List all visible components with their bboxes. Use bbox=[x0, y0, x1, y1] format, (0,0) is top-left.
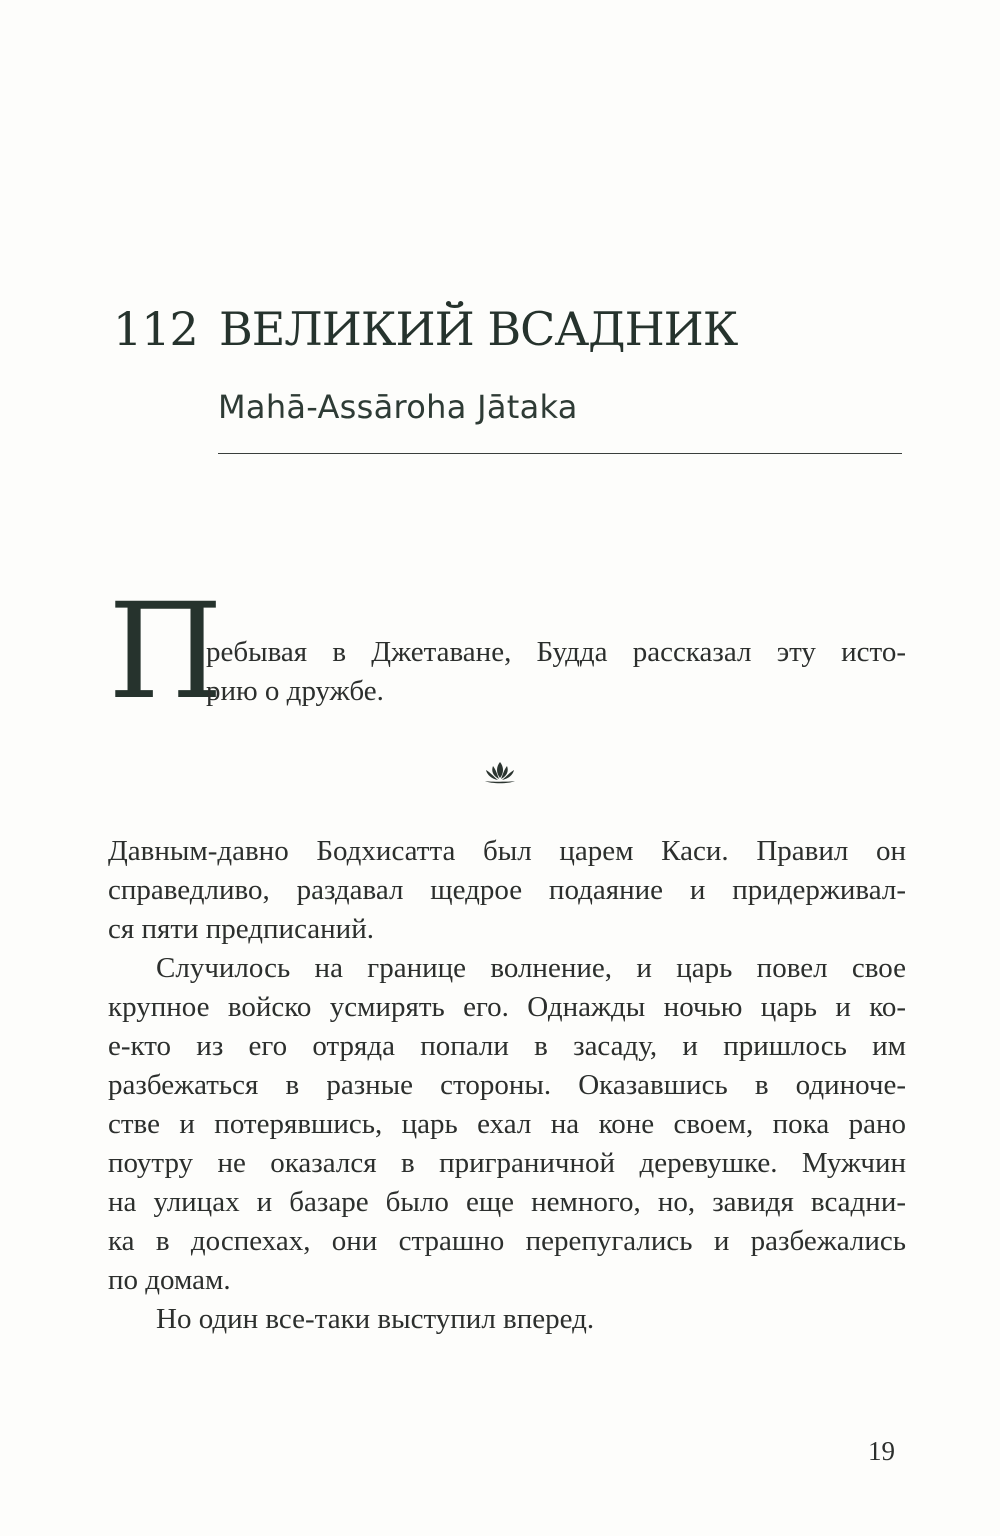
text-line: поутру не оказался в приграничной деревушке. Мужчин bbox=[108, 1147, 906, 1179]
paragraph-2 bbox=[108, 949, 906, 1300]
intro-line: ребывая в Джетаване, Будда рассказал эту исто- bbox=[206, 636, 906, 668]
text-line: крупное войско усмирять его. Однажды ночью царь и ко- bbox=[108, 991, 906, 1023]
text-line: разбежаться в разные стороны. Оказавшись в одиноче- bbox=[108, 1069, 906, 1101]
paragraph-3 bbox=[108, 1300, 906, 1339]
text-line: Давным-давно Бодхисатта был царем Каси. Правил он bbox=[108, 835, 906, 867]
text-line: ся пяти предписаний. bbox=[108, 913, 374, 945]
text-line: на улицах и базаре было еще немного, но, завидя всадни- bbox=[108, 1186, 906, 1218]
chapter-title: ВЕЛИКИЙ ВСАДНИК bbox=[219, 302, 738, 356]
chapter-number: 112 bbox=[113, 302, 198, 356]
heading-divider bbox=[218, 453, 902, 454]
lotus-icon bbox=[483, 760, 517, 786]
text-line: Случилось на границе волнение, и царь повел свое bbox=[156, 952, 906, 984]
text-line: е-кто из его отряда попали в засаду, и пришлось им bbox=[108, 1030, 906, 1062]
page-number: 19 bbox=[868, 1436, 895, 1466]
text-line: Но один все-таки выступил вперед. bbox=[156, 1303, 595, 1335]
text-line: справедливо, раздавал щедрое подаяние и придерживал- bbox=[108, 874, 906, 906]
intro-paragraph bbox=[108, 575, 906, 729]
chapter-subtitle: Mahā-Assāroha Jātaka bbox=[218, 388, 578, 426]
drop-cap: П bbox=[108, 575, 224, 729]
paragraph-1 bbox=[108, 832, 906, 949]
text-line: ка в доспехах, они страшно перепугались и разбежались bbox=[108, 1225, 906, 1257]
chapter-heading bbox=[113, 302, 737, 356]
intro-line: рию о дружбе. bbox=[206, 675, 384, 707]
story-body bbox=[108, 832, 906, 1339]
text-line: по домам. bbox=[108, 1264, 231, 1296]
text-line: стве и потерявшись, царь ехал на коне своем, пока рано bbox=[108, 1108, 906, 1140]
